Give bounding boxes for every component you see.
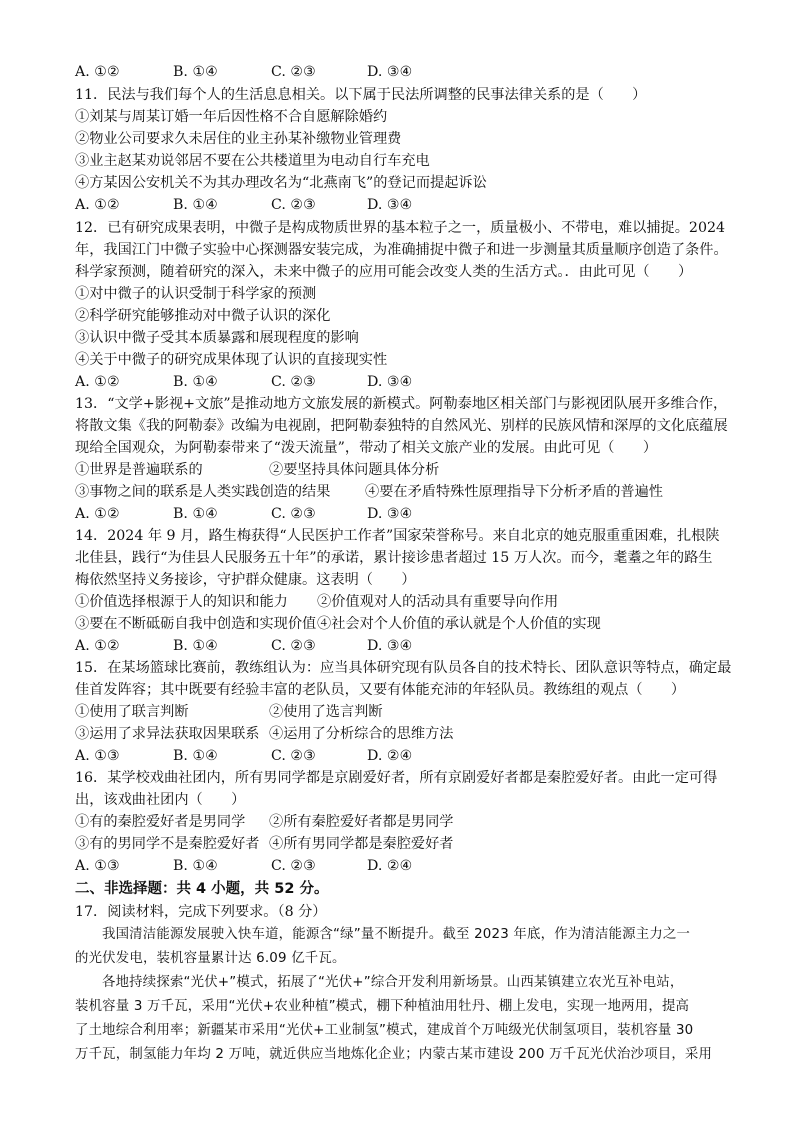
q11-item-2: ②物业公司要求久未居住的业主孙某补缴物业管理费 bbox=[75, 131, 402, 147]
q12-item-1: ①对中微子的认识受制于科学家的预测 bbox=[75, 286, 317, 302]
option-a: A. ①② bbox=[75, 64, 120, 80]
q13-item-1: ①世界是普遍联系的 bbox=[75, 462, 203, 478]
q17-material-line-5: 了土地综合利用率；新疆某市采用“光伏+工业制氢”模式，建成首个万吨级光伏制氢项目，装机容量 30 bbox=[75, 1023, 694, 1038]
option-b: B. ①④ bbox=[173, 506, 218, 522]
q14-item-4: ④社会对个人价值的承认就是个人价值的实现 bbox=[317, 616, 601, 632]
option-c: C. ②③ bbox=[271, 748, 316, 764]
q14-item-3: ③要在不断砥砺自我中创造和实现价值 bbox=[75, 616, 317, 632]
q15-item-1: ①使用了联言判断 bbox=[75, 704, 189, 720]
option-d: D. ③④ bbox=[367, 374, 413, 390]
q13-stem-line-2: 将散文集《我的阿勒泰》改编为电视剧，把阿勒泰独特的自然风光、别样的民族风情和深厚的文化底蕴展 bbox=[75, 418, 728, 434]
q13-stem-line-1: 13．“文学+影视+文旅”是推动地方文旅发展的新模式。阿勒泰地区相关部门与影视团队展开多维合作， bbox=[75, 396, 728, 412]
option-b: B. ①④ bbox=[173, 374, 218, 390]
q14-item-1: ①价值选择根源于人的知识和能力 bbox=[75, 594, 288, 610]
option-c: C. ②③ bbox=[271, 374, 316, 390]
option-a: A. ①② bbox=[75, 638, 120, 654]
option-c: C. ②③ bbox=[271, 638, 316, 654]
option-c: C. ②③ bbox=[271, 506, 316, 522]
q16-item-2: ②所有秦腔爱好者都是男同学 bbox=[269, 814, 454, 830]
q12-item-3: ③认识中微子受其本质暴露和展现程度的影响 bbox=[75, 330, 359, 346]
option-b: B. ①④ bbox=[173, 748, 218, 764]
option-b: B. ①④ bbox=[173, 197, 218, 213]
q16-item-4: ④所有男同学都是秦腔爱好者 bbox=[269, 836, 454, 852]
option-d: D. ③④ bbox=[367, 506, 413, 522]
option-c: C. ②③ bbox=[271, 64, 316, 80]
option-a: A. ①② bbox=[75, 374, 120, 390]
option-d: D. ②④ bbox=[367, 858, 413, 874]
q11-stem: 11．民法与我们每个人的生活息息相关。以下属于民法所调整的民事法律关系的是（ ） bbox=[75, 87, 647, 103]
q16-stem-line-1: 16．某学校戏曲社团内，所有男同学都是京剧爱好者，所有京剧爱好者都是秦腔爱好者。由此一定可得 bbox=[75, 770, 718, 786]
q14-item-2: ②价值观对人的活动具有重要导向作用 bbox=[317, 594, 559, 610]
q14-stem-line-3: 梅依然坚持义务接诊，守护群众健康。这表明（ ） bbox=[75, 572, 416, 588]
q15-item-4: ④运用了分析综合的思维方法 bbox=[269, 726, 454, 742]
option-d: D. ③④ bbox=[367, 638, 413, 654]
option-a: A. ①② bbox=[75, 197, 120, 213]
q11-item-4: ④方某因公安机关不为其办理改名为“北燕南飞”的登记而提起诉讼 bbox=[75, 175, 487, 191]
q11-item-1: ①刘某与周某订婚一年后因性格不合自愿解除婚约 bbox=[75, 109, 388, 125]
q13-stem-line-3: 现给全国观众，为阿勒泰带来了“泼天流量”，带动了相关文旅产业的发展。由此可见（ ） bbox=[75, 440, 658, 456]
q15-stem-line-2: 佳首发阵容；其中既要有经验丰富的老队员，又要有体能充沛的年轻队员。教练组的观点（ ） bbox=[75, 682, 686, 698]
q16-item-1: ①有的秦腔爱好者是男同学 bbox=[75, 814, 246, 830]
q17-material-line-2: 的光伏发电，装机容量累计达 6.09 亿千瓦。 bbox=[75, 951, 346, 966]
option-d: D. ③④ bbox=[367, 197, 413, 213]
option-a: A. ①③ bbox=[75, 748, 120, 764]
q13-item-3: ③事物之间的联系是人类实践创造的结果 bbox=[75, 484, 331, 500]
option-d: D. ③④ bbox=[367, 64, 413, 80]
q13-item-4: ④要在矛盾特殊性原理指导下分析矛盾的普遍性 bbox=[365, 484, 663, 500]
q14-stem-line-1: 14．2024 年 9 月，路生梅获得“人民医护工作者”国家荣誉称号。来自北京的她克服重重困难，扎根陕 bbox=[75, 528, 720, 544]
q16-stem-line-2: 出，该戏曲社团内（ ） bbox=[75, 792, 246, 808]
section-heading: 二、非选择题：共 4 小题，共 52 分。 bbox=[75, 881, 329, 897]
q15-item-2: ②使用了选言判断 bbox=[269, 704, 383, 720]
q15-stem-line-1: 15．在某场篮球比赛前，教练组认为：应当具体研究现有队员各自的技术特长、团队意识等特点，确定最 bbox=[75, 660, 732, 676]
option-d: D. ②④ bbox=[367, 748, 413, 764]
q12-stem-line-3: 科学家预测，随着研究的深入，未来中微子的应用可能会改变人类的生活方式。．由此可见（ ） bbox=[75, 264, 693, 280]
q17-material-line-1: 我国清洁能源发展驶入快车道，能源含“绿”量不断提升。截至 2023 年底，作为清洁能源主力之一 bbox=[102, 927, 691, 942]
q17-material-line-3: 各地持续探索“光伏+”模式，拓展了“光伏+”综合开发利用新场景。山西某镇建立农光互补电站， bbox=[102, 975, 684, 990]
q12-stem-line-2: 年，我国江门中微子实验中心探测器安装完成，为准确捕捉中微子和进一步测量其质量顺序创造了条件。 bbox=[75, 242, 728, 258]
option-b: B. ①④ bbox=[173, 858, 218, 874]
q17-stem: 17．阅读材料，完成下列要求。（8 分） bbox=[75, 904, 327, 920]
q13-item-2: ②要坚持具体问题具体分析 bbox=[269, 462, 440, 478]
q12-item-4: ④关于中微子的研究成果体现了认识的直接现实性 bbox=[75, 352, 388, 368]
q16-item-3: ③有的男同学不是秦腔爱好者 bbox=[75, 836, 260, 852]
option-c: C. ②③ bbox=[271, 858, 316, 874]
q11-item-3: ③业主赵某劝说邻居不要在公共楼道里为电动自行车充电 bbox=[75, 153, 430, 169]
q15-item-3: ③运用了求异法获取因果联系 bbox=[75, 726, 260, 742]
q14-stem-line-2: 北佳县，践行“为佳县人民服务五十年”的承诺，累计接诊患者超过 15 万人次。而今，耄耋之年的路生 bbox=[75, 550, 713, 566]
option-a: A. ①② bbox=[75, 506, 120, 522]
option-a: A. ①③ bbox=[75, 858, 120, 874]
q12-item-2: ②科学研究能够推动对中微子认识的深化 bbox=[75, 308, 331, 324]
option-c: C. ②③ bbox=[271, 197, 316, 213]
option-b: B. ①④ bbox=[173, 64, 218, 80]
q12-stem-line-1: 12．已有研究成果表明，中微子是构成物质世界的基本粒子之一，质量极小、不带电，难以捕捉。2024 bbox=[75, 220, 726, 236]
q17-material-line-6: 万千瓦，制氢能力年均 2 万吨，就近供应当地炼化企业；内蒙古某市建设 200 万千瓦光伏治沙项目，采用 bbox=[75, 1047, 713, 1062]
option-b: B. ①④ bbox=[173, 638, 218, 654]
q17-material-line-4: 装机容量 3 万千瓦，采用“光伏+农业种植”模式，棚下种植油用牡丹、棚上发电，实现一地两用，提高 bbox=[75, 999, 690, 1014]
